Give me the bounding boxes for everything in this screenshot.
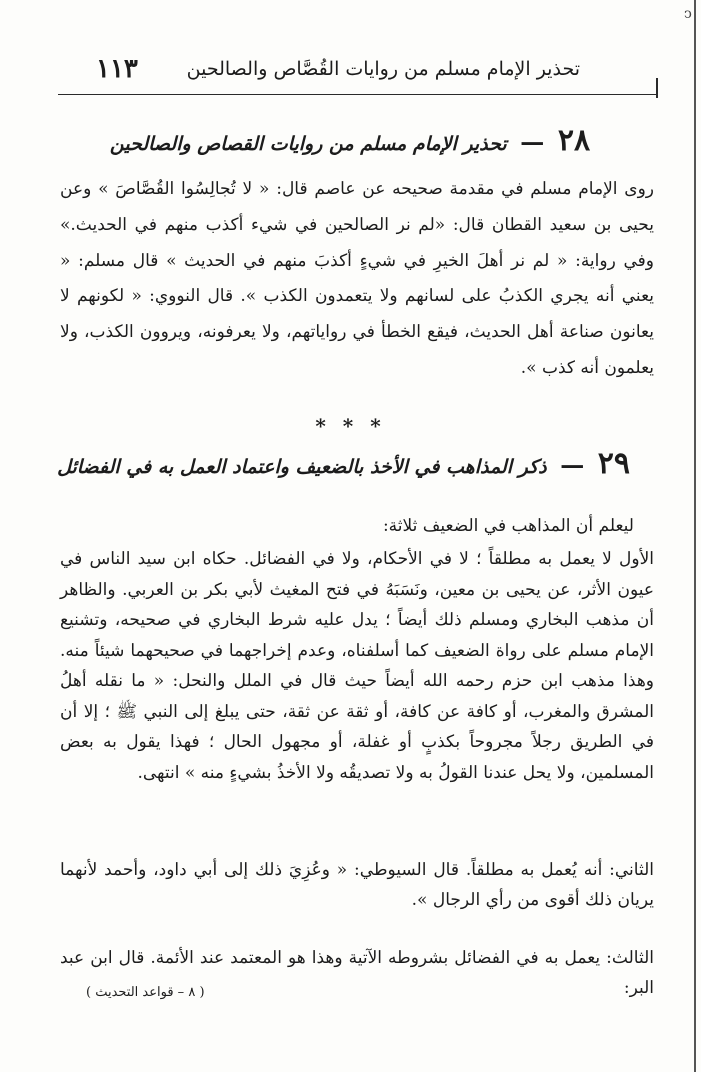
first-opinion-paragraph: الأول لا يعمل به مطلقاً ؛ لا في الأحكام، ولا في الفضائل. حكاه ابن سيد الناس في عيون الأثر، عن يحيى بن معين، ونَسَبَهُ في فتح المغيث لأبي بكر بن العربي. والظاهر أن مذهب البخاري ومسلم ذلك أيضاً ؛ يدل عليه شرط البخاري في صحيحه، وتشنيع الإمام مسلم على رواة الضعيف كما أسلفناه، وعدم إخراجهما في صحيحهما شيئاً منه. وهذا مذهب ابن حزم رحمه الله أيضاً حيث قال في الملل والنحل: « ما نقله أهلُ المشرق والمغرب، أو كافة عن كافة، أو ثقة عن ثقة، حتى يبلغ إلى النبي ﷺ ؛ إلا أن في الطريق رجلاً مجروحاً بكذبٍ أو غفلة، أو مجهول الحال ؛ فهذا يقول به بعض المسلمين، ولا يحل عندنا القولُ به ولا تصديقُه ولا الأخذُ بشيءٍ منه » انتهى.	[60, 549, 654, 783]
section-number: ٢٨	[557, 123, 591, 158]
section-dash: —	[560, 450, 585, 479]
section-title: ذكر المذاهب في الأخذ بالضعيف واعتماد العمل به في الفضائل	[57, 456, 547, 478]
section-28-heading	[70, 123, 630, 158]
separator-stars: * * *	[315, 414, 386, 438]
corner-mark: ↄ	[684, 6, 692, 22]
page-header	[58, 48, 658, 95]
page-number: ١١٣	[96, 54, 138, 84]
page-edge-line	[694, 0, 696, 1072]
running-title: تحذير الإمام مسلم من روايات القُصَّاص والصالحين	[186, 58, 580, 80]
section-dash: —	[520, 127, 545, 156]
section-29-intro: ليعلم أن المذاهب في الضعيف ثلاثة:	[382, 516, 634, 536]
section-number: ٢٩	[597, 446, 630, 481]
header-rule-end	[656, 78, 658, 98]
footer-signature: ( ٨ – قواعد التحديث )	[86, 985, 205, 1000]
second-opinion-paragraph: الثاني: أنه يُعمل به مطلقاً. قال السيوطي: « وعُزِيَ ذلك إلى أبي داود، وأحمد لأنهما يريان ذلك أقوى من رأي الرجال ».	[60, 860, 654, 910]
section-29-heading	[57, 446, 630, 481]
section-title: تحذير الإمام مسلم من روايات القصاص والصالحين	[109, 133, 507, 155]
third-opinion-paragraph: الثالث: يعمل به في الفضائل بشروطه الآتية وهذا هو المعتمد عند الأئمة. قال ابن عبد البر:	[60, 948, 654, 998]
section-28-text: روى الإمام مسلم في مقدمة صحيحه عن عاصم قال: « لا تُجالِسُوا القُصَّاصَ » وعن يحيى بن سعيد القطان قال: «لم نر الصالحين في شيء أكذب منهم في الحديث.» وفي رواية: « لم نر أهلَ الخيرِ في شيءٍ أكذبَ منهم في الحديث » قال مسلم: « يعني أنه يجري الكذبُ على لسانهم ولا يتعمدون الكذب ». قال النووي: « لكونهم لا يعانون صناعة أهل الحديث، فيقع الخطأ في رواياتهم، ولا يعرفونه، ويروون الكذب، ولا يعلمون أنه كذب ».	[60, 179, 654, 378]
